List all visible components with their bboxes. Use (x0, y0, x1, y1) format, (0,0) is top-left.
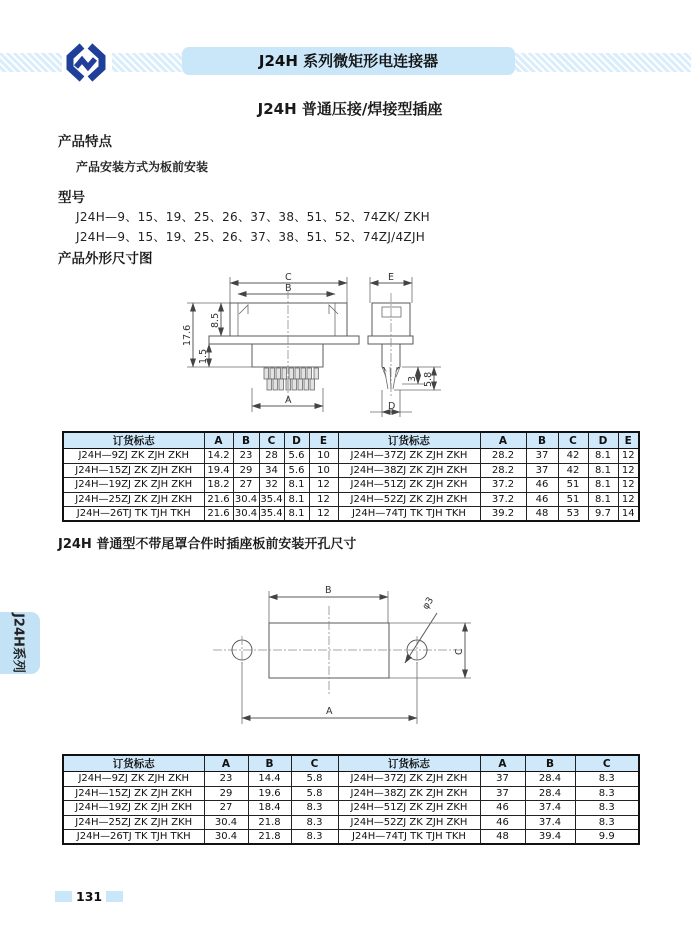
table-cell: 28 (259, 449, 284, 464)
series-title: J24H 系列微矩形电连接器 (258, 52, 439, 70)
table-row (63, 815, 639, 830)
table-cell: 53 (558, 507, 588, 522)
table-cell: 29 (233, 463, 259, 478)
table-cell: 8.1 (588, 449, 618, 464)
table-cell: 27 (233, 478, 259, 493)
table-row (63, 478, 639, 493)
footer-accent-box (106, 891, 123, 902)
table-cell: 30.4 (204, 830, 248, 845)
table-cell: 28.2 (480, 449, 526, 464)
table-cell: 8.1 (588, 492, 618, 507)
column-header: 订货标志 (63, 755, 204, 772)
page-number: 131 (76, 889, 103, 904)
table-cell: J24H—38ZJ ZK ZJH ZKH (338, 463, 480, 478)
table-cell: 37.2 (480, 478, 526, 493)
table-cell: 37.4 (525, 801, 575, 816)
table-cell: 14 (618, 507, 639, 522)
table-cell: 46 (526, 492, 558, 507)
table-cell: 35.4 (259, 507, 284, 522)
table-row (63, 801, 639, 816)
column-header: E (309, 432, 338, 449)
table-cell: 9.9 (575, 830, 639, 845)
table-cell: 30.4 (204, 815, 248, 830)
table-cell: 12 (618, 478, 639, 493)
dim-label-A: A (285, 395, 292, 406)
table-cell: 46 (526, 478, 558, 493)
table-cell: J24H—37ZJ ZK ZJH ZKH (338, 772, 480, 787)
table-row (63, 830, 639, 845)
dim-label-E: E (388, 272, 395, 283)
table-cell: 14.4 (248, 772, 291, 787)
table-cell: J24H—26TJ TK TJH TKH (63, 507, 204, 522)
cutout-dimensions-table (62, 754, 640, 845)
column-header: 订货标志 (63, 432, 204, 449)
table-cell: 9.7 (588, 507, 618, 522)
table-cell: 28.2 (480, 463, 526, 478)
series-sidebar-tab (0, 612, 40, 674)
page-title: J24H 普通压接/焊接型插座 (257, 100, 443, 118)
table-cell: 8.3 (575, 815, 639, 830)
dim-label-hole-dia: φ3 (420, 595, 437, 612)
column-header: D (588, 432, 618, 449)
panel-cutout-drawing (175, 560, 515, 750)
column-header: B (525, 755, 575, 772)
table-cell: 46 (480, 801, 525, 816)
table-cell: J24H—51ZJ ZK ZJH ZKH (338, 801, 480, 816)
table-cell: 37 (480, 786, 525, 801)
table-header-row (63, 432, 639, 449)
column-header: C (259, 432, 284, 449)
dim-label-B: B (325, 585, 332, 596)
column-header: A (480, 755, 525, 772)
table-cell: 34 (259, 463, 284, 478)
table-cell: 42 (558, 449, 588, 464)
table-cell: 23 (204, 772, 248, 787)
table-cell: 8.1 (284, 492, 309, 507)
table-cell: 37 (526, 463, 558, 478)
table-row (63, 786, 639, 801)
table-cell: 37 (480, 772, 525, 787)
table-cell: 21.6 (204, 507, 233, 522)
table-cell: 37.2 (480, 492, 526, 507)
outline-dimensions-table (62, 431, 640, 522)
table-cell: 10 (309, 449, 338, 464)
table-cell: 12 (618, 492, 639, 507)
table-cell: 48 (480, 830, 525, 845)
table-cell: 8.1 (588, 478, 618, 493)
column-header: C (575, 755, 639, 772)
table-cell: 19.4 (204, 463, 233, 478)
table-row (63, 507, 639, 522)
table-cell: J24H—74TJ TK TJH TKH (338, 830, 480, 845)
table-cell: 51 (558, 492, 588, 507)
mounting-heading: J24H 普通型不带尾罩合件时插座板前安装开孔尺寸 (58, 537, 357, 552)
dim-label-C: C (285, 272, 292, 283)
table-cell: J24H—15ZJ ZK ZJH ZKH (63, 786, 204, 801)
table-cell: 18.2 (204, 478, 233, 493)
column-header: A (204, 432, 233, 449)
table-cell: J24H—15ZJ ZK ZJH ZKH (63, 463, 204, 478)
table-cell: J24H—25ZJ ZK ZJH ZKH (63, 815, 204, 830)
table-cell: J24H—52ZJ ZK ZJH ZKH (338, 492, 480, 507)
dim-label-A: A (326, 706, 333, 717)
table-row (63, 449, 639, 464)
dim-label-5-8: 5.8 (423, 371, 434, 387)
table-cell: 37 (526, 449, 558, 464)
column-header: A (204, 755, 248, 772)
table-cell: J24H—74TJ TK TJH TKH (338, 507, 480, 522)
table-cell: J24H—25ZJ ZK ZJH ZKH (63, 492, 204, 507)
column-header: 订货标志 (338, 755, 480, 772)
model-line: J24H—9、15、19、25、26、37、38、51、52、74ZK/ ZKH (76, 210, 430, 224)
table-cell: 46 (480, 815, 525, 830)
table-cell: 12 (309, 507, 338, 522)
table-cell: 29 (204, 786, 248, 801)
table-cell: 8.3 (575, 786, 639, 801)
model-line: J24H—9、15、19、25、26、37、38、51、52、74ZJ/4ZJH (76, 230, 426, 244)
table-cell: 8.3 (291, 801, 338, 816)
features-heading: 产品特点 (58, 134, 112, 150)
dim-label-B: B (285, 283, 292, 294)
outline-heading: 产品外形尺寸图 (58, 251, 153, 267)
table-cell: 12 (309, 492, 338, 507)
table-cell: 5.8 (291, 772, 338, 787)
table-cell: 37.4 (525, 815, 575, 830)
column-header: B (233, 432, 259, 449)
table-cell: 48 (526, 507, 558, 522)
table-row (63, 772, 639, 787)
table-cell: 8.3 (575, 801, 639, 816)
footer-accent-box (55, 891, 72, 902)
table-cell: 28.4 (525, 786, 575, 801)
table-cell: J24H—51ZJ ZK ZJH ZKH (338, 478, 480, 493)
column-header: C (558, 432, 588, 449)
table-cell: J24H—9ZJ ZK ZJH ZKH (63, 772, 204, 787)
table-cell: 8.3 (291, 815, 338, 830)
column-header: D (284, 432, 309, 449)
company-logo-icon (64, 41, 108, 85)
table-cell: 10 (309, 463, 338, 478)
column-header: B (248, 755, 291, 772)
table-cell: 39.2 (480, 507, 526, 522)
table-cell: 12 (618, 449, 639, 464)
table-cell: 27 (204, 801, 248, 816)
table-cell: 28.4 (525, 772, 575, 787)
table-cell: J24H—19ZJ ZK ZJH ZKH (63, 478, 204, 493)
table-row (63, 492, 639, 507)
table-cell: 21.8 (248, 830, 291, 845)
table-cell: J24H—38ZJ ZK ZJH ZKH (338, 786, 480, 801)
table-cell: 21.6 (204, 492, 233, 507)
table-cell: 39.4 (525, 830, 575, 845)
page-footer (55, 889, 123, 904)
table-cell: 8.3 (291, 830, 338, 845)
header-band (0, 53, 62, 72)
table-cell: 5.6 (284, 449, 309, 464)
table-cell: 18.4 (248, 801, 291, 816)
table-cell: 35.4 (260, 494, 283, 506)
table-row (63, 463, 639, 478)
table-cell: 19.6 (248, 786, 291, 801)
dim-label-D: D (388, 401, 396, 412)
column-header: 订货标志 (338, 432, 480, 449)
dim-label-C: C (454, 648, 465, 655)
table-cell: 5.6 (284, 463, 309, 478)
table-cell: 32 (259, 478, 284, 493)
dim-label-1-5: 1.5 (198, 348, 209, 364)
table-cell: 12 (618, 463, 639, 478)
column-header: B (526, 432, 558, 449)
table-cell: 14.2 (204, 449, 233, 464)
table-cell: 8.3 (575, 772, 639, 787)
table-cell: 23 (233, 449, 259, 464)
table-cell: 30.4 (233, 507, 259, 522)
table-cell: J24H—26TJ TK TJH TKH (63, 830, 204, 845)
dim-label-17-6: 17.6 (182, 324, 193, 346)
header-band (112, 53, 182, 72)
table-cell: 30.4 (234, 494, 258, 506)
table-cell: 51 (558, 478, 588, 493)
table-cell: J24H—9ZJ ZK ZJH ZKH (63, 449, 204, 464)
models-heading: 型号 (58, 190, 85, 206)
table-cell: 12 (309, 478, 338, 493)
header-band (515, 53, 691, 72)
table-cell: 8.1 (284, 507, 309, 522)
table-cell: 8.1 (284, 478, 309, 493)
header-title-bar (182, 47, 515, 75)
dim-label-8-5: 8.5 (210, 312, 221, 328)
table-cell: 8.1 (588, 463, 618, 478)
table-cell: 5.8 (291, 786, 338, 801)
features-text: 产品安装方式为板前安装 (76, 160, 209, 174)
column-header: C (291, 755, 338, 772)
table-header-row (63, 755, 639, 772)
series-sidebar-label: J24H系列 (10, 613, 26, 673)
table-cell: 21.8 (248, 815, 291, 830)
column-header: E (618, 432, 639, 449)
table-cell: J24H—19ZJ ZK ZJH ZKH (63, 801, 204, 816)
dim-label-3: 3 (407, 375, 418, 382)
table-cell: 42 (558, 463, 588, 478)
table-cell: J24H—37ZJ ZK ZJH ZKH (338, 449, 480, 464)
column-header: A (480, 432, 526, 449)
outline-dimension-drawing (60, 260, 640, 430)
table-cell: J24H—52ZJ ZK ZJH ZKH (338, 815, 480, 830)
